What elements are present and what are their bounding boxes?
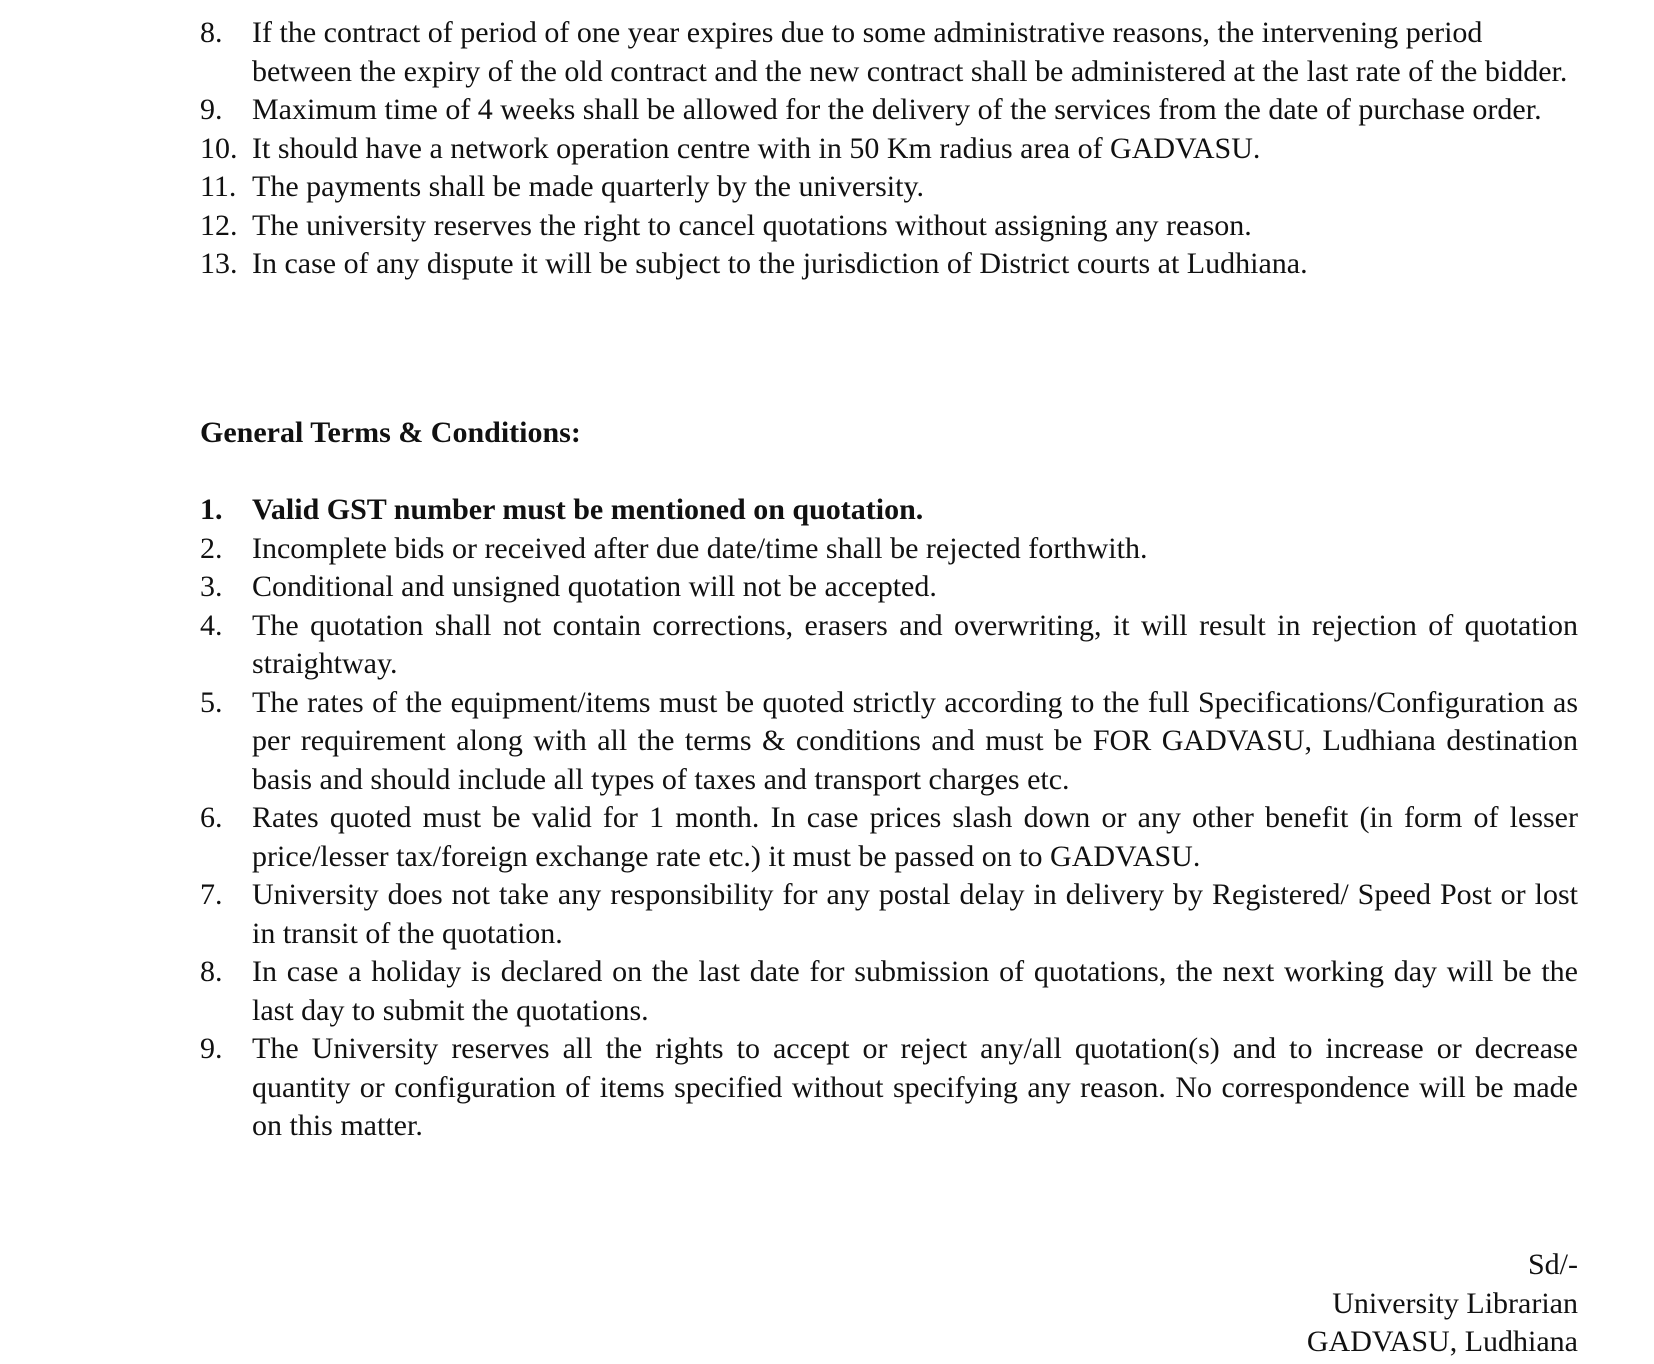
signature-designation: University Librarian: [1332, 1286, 1578, 1320]
list-item-text: Incomplete bids or received after due date/time shall be rejected forthwith.: [252, 531, 1148, 565]
list-item-number: 12.: [200, 208, 238, 242]
list-item-number: 2.: [200, 531, 223, 565]
list-item: [200, 530, 1578, 569]
list-item-text: The university reserves the right to cancel quotations without assigning any reason.: [252, 208, 1252, 242]
list-item: [200, 245, 1578, 284]
signature-block: [1307, 1246, 1578, 1362]
continued-terms-list: [200, 14, 1578, 284]
list-item-text: Conditional and unsigned quotation will not be accepted.: [252, 570, 937, 603]
list-item-text: The University reserves all the rights to accept or reject any/all quotation(s) and to increase or decrease quantity or configuration of items specified without specifying any reason. No correspondence will be made on this matter.: [252, 1032, 1578, 1142]
signature-sd: Sd/-: [1527, 1248, 1578, 1281]
list-item-number: 7.: [200, 878, 223, 911]
list-item: [200, 568, 1578, 607]
list-item-text: It should have a network operation centre with in 50 Km radius area of GADVASU.: [252, 131, 1261, 165]
list-item: [200, 799, 1578, 876]
list-item-number: 6.: [200, 801, 223, 834]
list-item-number: 1.: [200, 493, 223, 526]
list-item-text: The rates of the equipment/items must be quoted strictly according to the full Specifications/Configuration as per requirement along with all the terms & conditions and must be FOR GADVASU, Ludhiana destination basis and should include all types of taxes and transport charges etc.: [252, 685, 1578, 796]
list-item-number: 9.: [200, 1032, 223, 1065]
list-item-number: 10.: [200, 131, 238, 165]
list-item: [200, 684, 1578, 800]
list-item: [200, 168, 1578, 207]
list-item-text: Rates quoted must be valid for 1 month. In case prices slash down or any other benefit (in form of lesser price/lesser tax/foreign exchange rate etc.) it must be passed on to GADVASU.: [252, 801, 1578, 873]
list-item-number: 8.: [200, 955, 223, 988]
list-item: [200, 953, 1578, 1030]
list-item: [200, 207, 1578, 246]
list-item: [200, 14, 1578, 91]
list-item-text: If the contract of period of one year expires due to some administrative reasons, the intervening period between the expiry of the old contract and the new contract shall be administered at the last rate of the bidder.: [252, 16, 1568, 88]
list-item-number: 4.: [200, 608, 223, 642]
list-item: [200, 607, 1578, 684]
list-item: [200, 130, 1578, 169]
list-item-number: 13.: [200, 247, 238, 280]
list-item: [200, 876, 1578, 953]
list-item-text: Maximum time of 4 weeks shall be allowed for the delivery of the services from the date of purchase order.: [252, 93, 1542, 126]
list-item-text: In case of any dispute it will be subject to the jurisdiction of District courts at Ludhiana.: [252, 247, 1308, 280]
list-item-number: 3.: [200, 570, 223, 603]
list-item: [200, 1030, 1578, 1146]
list-item-number: 11.: [200, 170, 237, 203]
list-item-text: University does not take any responsibility for any postal delay in delivery by Registered/ Speed Post or lost in transit of the quotation.: [252, 878, 1578, 950]
list-item: [200, 91, 1578, 130]
list-item-number: 8.: [200, 16, 223, 49]
list-item-text: In case a holiday is declared on the last date for submission of quotations, the next working day will be the last day to submit the quotations.: [252, 955, 1578, 1027]
list-item: [200, 491, 1578, 530]
list-item-number: 9.: [200, 93, 223, 126]
general-terms-list: [200, 491, 1578, 1146]
signature-organization: GADVASU, Ludhiana: [1306, 1325, 1578, 1358]
list-item-number: 5.: [200, 685, 223, 719]
general-terms-heading: General Terms & Conditions:: [200, 416, 581, 449]
list-item-text: The payments shall be made quarterly by the university.: [252, 170, 925, 203]
list-item-text: The quotation shall not contain corrections, erasers and overwriting, it will result in rejection of quotation straightway.: [252, 608, 1578, 680]
list-item-text: Valid GST number must be mentioned on quotation.: [252, 493, 924, 526]
